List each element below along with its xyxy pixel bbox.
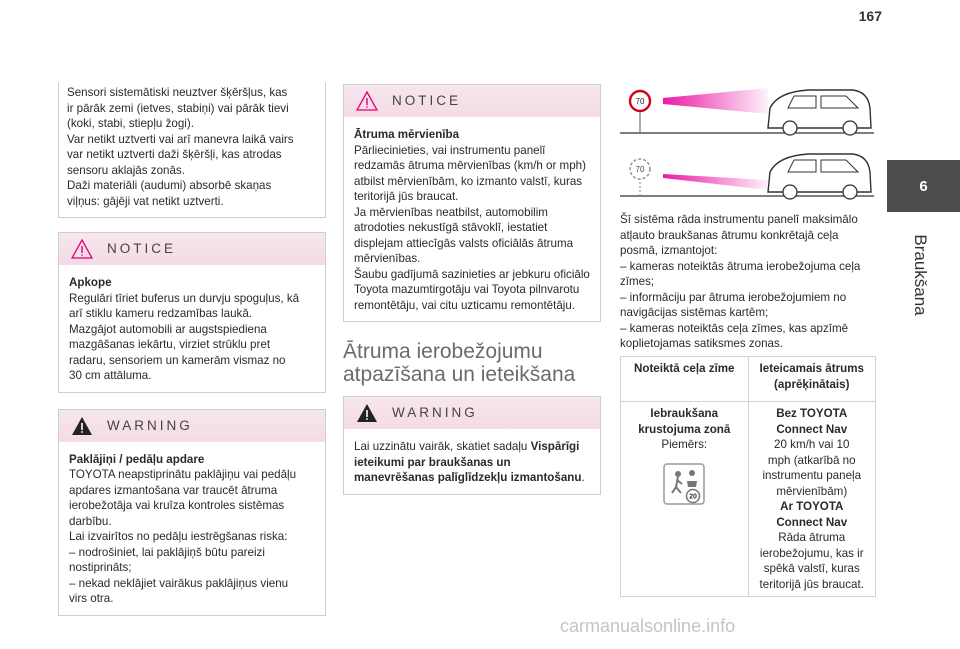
- zone-sign-value: 20: [689, 493, 698, 500]
- warning-heading: Paklājiņi / pedāļu apdare: [69, 452, 205, 466]
- page-number: 167: [858, 8, 882, 24]
- warning-title: WARNING: [392, 405, 478, 421]
- table-header-row: [621, 357, 876, 402]
- warning-icon: [356, 403, 378, 423]
- table-cell-sign: [621, 402, 749, 597]
- section-title: Ātruma ierobežojumu atpazīšana un ieteikšana: [343, 340, 576, 386]
- cross-reference-link[interactable]: Vispārīgi ieteikumi par braukšanas un manevrēšanas palīglīdzekļu izmantošanu: [354, 440, 582, 484]
- table-header-detected-sign: Noteiktā ceļa zīme: [621, 357, 749, 402]
- warning-header: [344, 397, 600, 429]
- sensor-info-text: Sensori sistemātiski neuztver šķēršļus, kas ir pārāk zemi (ietves, stabiņi) vai pārāk tievi (koki, stabi, stiepļu žogi). Var netikt uztverti vai arī manevra laikā vairs var netikt uztverti daži šķēršļi, kas atrodas sensoru aklajās zonās. Daži materiāli (audumi) absorbē skaņas viļņus: gājēji vat netikt uztverti.: [67, 86, 294, 208]
- table-row: [621, 402, 876, 597]
- warning-text: TOYOTA neapstiprinātu paklājiņu vai pedāļu apdares izmantošana var traucēt ātruma ierobežotāja vai kruīza kontroles sistēmas darbību. Lai izvairītos no pedāļu iestrēgšanas riska: – nodrošiniet, lai paklājiņš būtu pareizi nostiprināts; – nekad neklājiet vairākus paklājiņus vienu virs otra.: [69, 468, 297, 605]
- notice-speed-units: [343, 84, 601, 322]
- with-nav-text: Rāda ātruma ierobežojumu, kas ir spēkā valstī, kuras teritorijā jūs braucat.: [759, 531, 864, 591]
- virtual-sign-value: 70: [635, 165, 645, 174]
- chapter-tab[interactable]: 6: [887, 160, 960, 212]
- warning-icon: [71, 416, 93, 436]
- table-header-recommended-speed: Ieteicamais ātrums (aprēķinātais): [748, 357, 876, 402]
- zone-label: Iebraukšana krustojuma zonā: [638, 407, 731, 436]
- sensor-info-box: [58, 82, 326, 218]
- car-icon: [768, 154, 871, 192]
- watermark: carmanualsonline.info: [560, 616, 736, 636]
- table-cell-speed: [748, 402, 876, 597]
- notice-heading: Apkope: [69, 276, 112, 289]
- warning-header: [59, 410, 325, 442]
- chapter-title: Braukšana: [911, 234, 930, 316]
- caution-icon: [71, 239, 93, 259]
- speed-sign-value: 70: [635, 97, 645, 106]
- notice-maintenance: [58, 232, 326, 393]
- with-nav-label: Ar TOYOTA Connect Nav: [776, 500, 848, 529]
- example-label: Piemērs:: [661, 438, 708, 451]
- notice-title: NOTICE: [107, 241, 177, 257]
- notice-header: [59, 233, 325, 265]
- without-nav-label: Bez TOYOTA Connect Nav: [776, 407, 848, 436]
- car-icon: [768, 90, 871, 128]
- system-description: Šī sistēma rāda instrumentu panelī maksimālo atļauto braukšanas ātrumu konkrētajā ceļa posmā, izmantojot: – kameras noteiktās ātruma ierobežojuma ceļa zīmes; – informāciju par ātruma ierobežojumiem no navigācijas sistēmas kartēm; – kameras noteiktās ceļa zīmes, kas apzīmē koplietojamas satiksmes zonas.: [620, 213, 861, 350]
- notice-text: Regulāri tīriet buferus un durvju spoguļus, kā arī stiklu kameru redzamības laukā. Mazgājot automobili ar augstspiediena mazgāšanas iekārtu, virziet strūklu pret radaru, sensoriem un kamerām vismaz no 30 cm attāluma.: [69, 291, 300, 382]
- column-1: [58, 82, 326, 616]
- shared-zone-sign-icon: [663, 463, 705, 505]
- illustration-map-data: [618, 150, 876, 208]
- warning-text: Lai uzzinātu vairāk, skatiet sadaļu Vispārīgi ieteikumi par braukšanas un manevrēšanas palīglīdzekļu izmantošanu.: [354, 440, 585, 484]
- caution-icon: [356, 91, 378, 111]
- illustration-sign-recognition: [618, 84, 876, 144]
- notice-text: Pārliecinieties, vai instrumentu panelī redzamās ātruma mērvienības (km/h or mph) atbilst mērvienībām, ko izmanto valstī, kuras teritorijā jūs braucat. Ja mērvienības neatbilst, automobilim atrodoties nekustīgā stāvoklī, iestatiet displejam attiecīgās valsts oficiālās ātruma mērvienības. Šaubu gadījumā sazinieties ar jebkuru oficiālo Toyota mazumtirgotāju vai Toyota pilnvarotu remontētāju, vai citu uzticamu remontētāju.: [354, 143, 590, 312]
- notice-heading: Ātruma mērvienība: [354, 128, 460, 141]
- column-2: [343, 84, 601, 322]
- warning-general-advice: [343, 396, 601, 495]
- sign-table: [620, 356, 876, 597]
- notice-title: NOTICE: [392, 93, 462, 109]
- warning-title: WARNING: [107, 417, 193, 433]
- notice-header: [344, 85, 600, 117]
- warning-floor-mats: [58, 409, 326, 616]
- without-nav-text: 20 km/h vai 10 mph (atkarībā no instrumentu paneļa mērvienībām): [762, 438, 862, 498]
